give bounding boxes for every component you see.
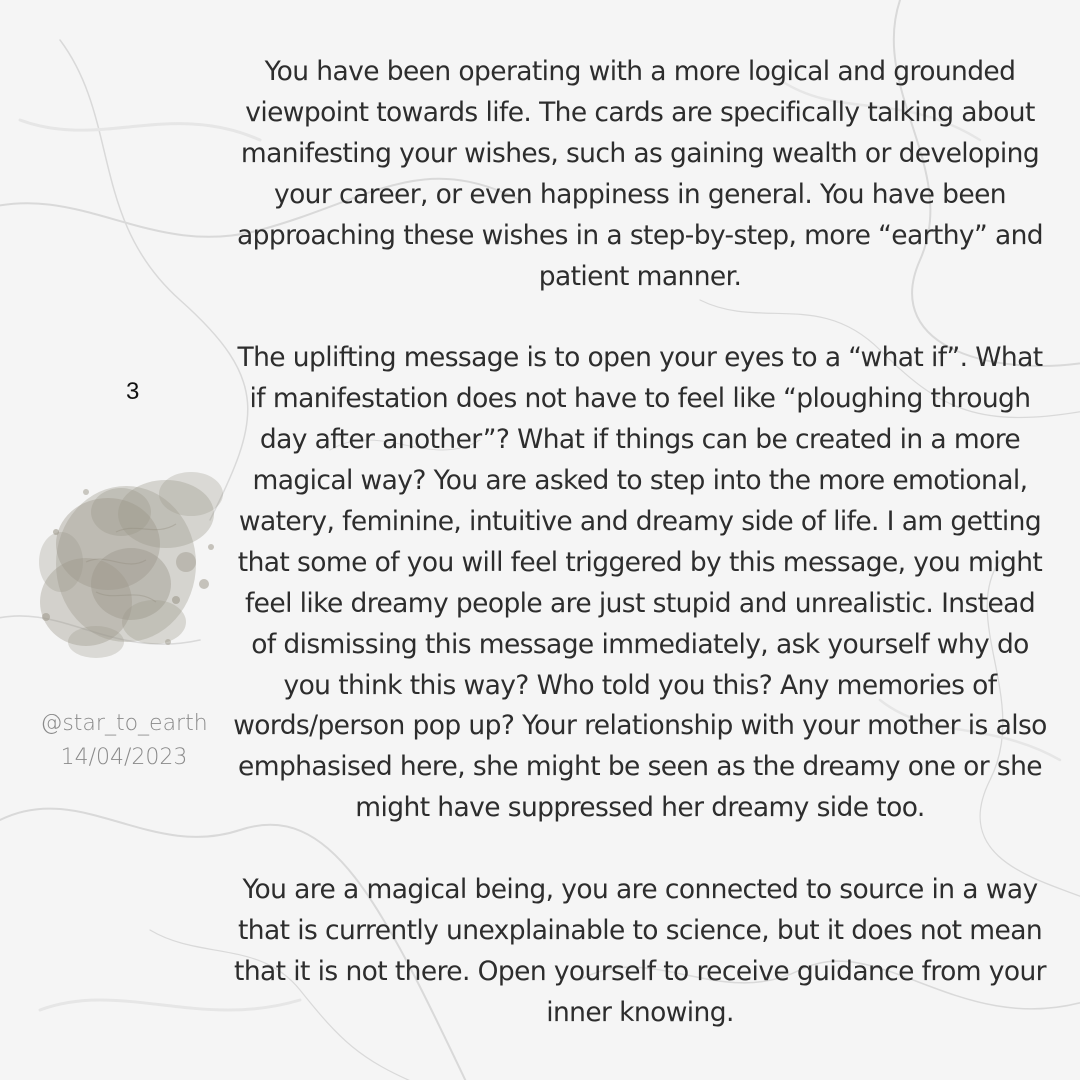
paragraph-1: You have been operating with a more logical and grounded viewpoint towards life. The cards are specifically talking about manifesting your wishes, such as gaining wealth or developing your career, or even happiness in general. You have been approaching these wishes in a step-by-step, more “earthy” and patient manner. — [236, 56, 1044, 292]
author-handle: @star_to_earth — [40, 711, 208, 736]
paragraph-3: You are a magical being, you are connected to source in a way that is currently unexplainable to science, but it does not mean that it is not there. Open yourself to receive guidance from your inner knowing. — [234, 874, 1046, 1028]
reading-text — [232, 52, 1048, 1075]
paragraph-2: The uplifting message is to open your eyes to a “what if”. What if manifestation does not have to feel like “ploughing through day after another”? What if things can be created in a more magical way? You are asked to step into the more emotional, watery, feminine, intuitive and dreamy side of life. I am getting that some of you will feel triggered by this message, you might feel like dreamy people are just stupid and unrealistic. Instead of dismissing this message immediately, ask yourself why do you think this way? Who told you this? Any memories of words/person pop up? Your relationship with your mother is also emphasised here, she might be seen as the dreamy one or she might have suppressed her dreamy side too. — [233, 342, 1047, 824]
post-date: 14/04/2023 — [60, 745, 188, 770]
author-credit — [0, 707, 248, 775]
page-number: 3 — [126, 378, 140, 405]
left-column — [0, 0, 250, 1080]
watercolor-splash-icon — [26, 452, 231, 667]
